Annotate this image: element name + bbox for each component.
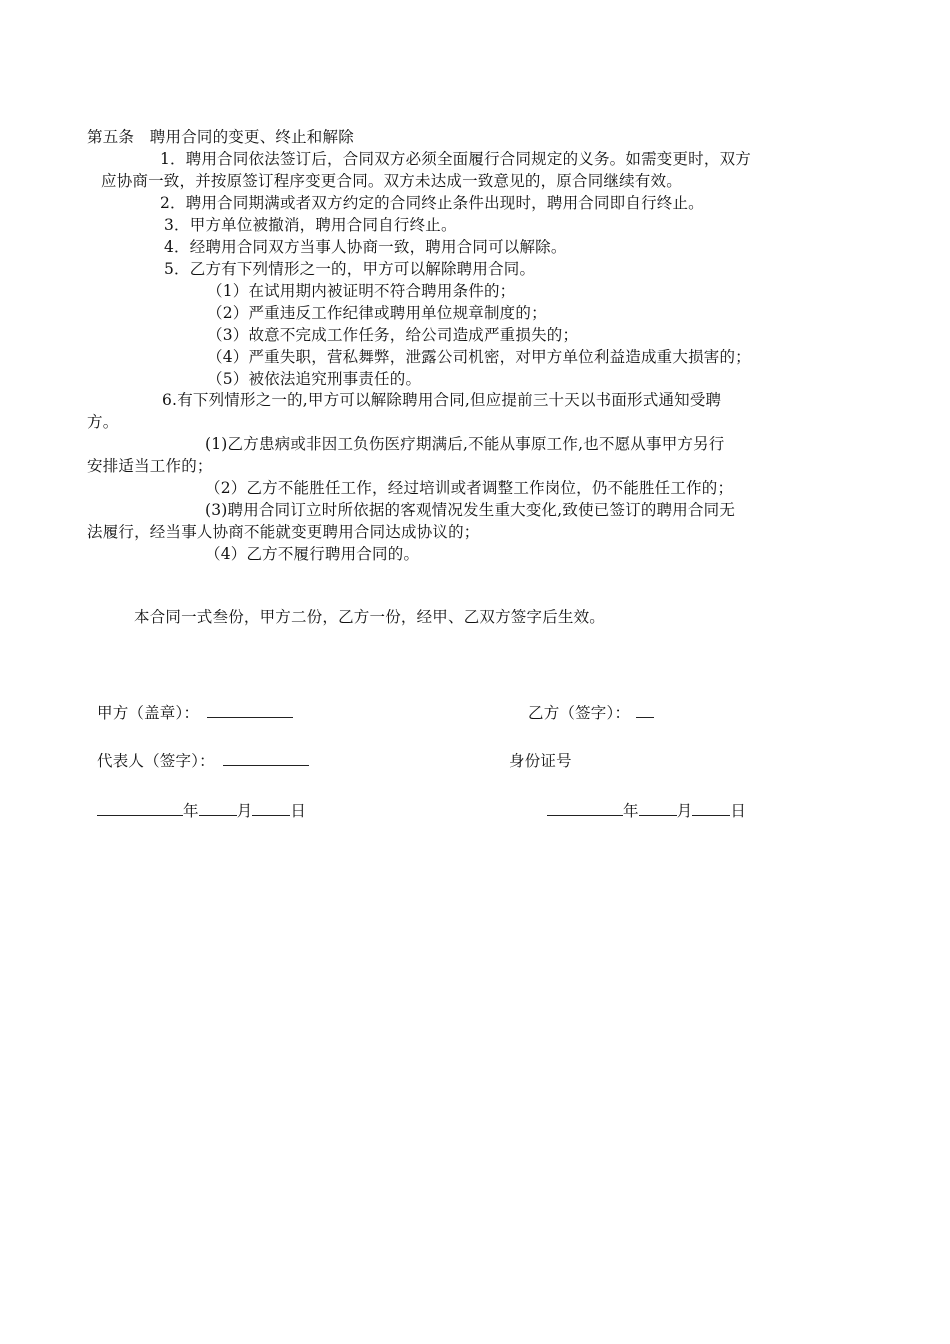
party-b-label: 乙方（签字）：: [528, 704, 631, 722]
party-a-date-row: [97, 801, 306, 821]
representative-label: 代表人（签字）：: [97, 752, 215, 770]
party-a-month-field[interactable]: [199, 801, 237, 816]
clause-6-item-2: （2）乙方不能胜任工作，经过培训或者调整工作岗位，仍不能胜任工作的；: [205, 479, 734, 497]
party-a-year-field[interactable]: [97, 801, 183, 816]
year-label: 年: [623, 802, 639, 820]
clause-6-item-1-line-1: (1)乙方患病或非因工负伤医疗期满后,不能从事原工作,也不愿从事甲方另行: [205, 435, 725, 453]
clause-6-line-1: 6.有下列情形之一的,甲方可以解除聘用合同,但应提前三十天以书面形式通知受聘: [162, 391, 722, 409]
clause-5: 5．乙方有下列情形之一的，甲方可以解除聘用合同。: [164, 260, 536, 278]
representative-signature-field[interactable]: [223, 751, 309, 766]
clause-6-line-2: 方。: [87, 413, 119, 431]
clause-1-line-1: 1．聘用合同依法签订后，合同双方必须全面履行合同规定的义务。如需变更时，双方: [160, 150, 751, 168]
clause-4: 4．经聘用合同双方当事人协商一致，聘用合同可以解除。: [164, 238, 567, 256]
month-label: 月: [236, 802, 253, 820]
clause-5-item-4: （4）严重失职，营私舞弊，泄露公司机密，对甲方单位利益造成重大损害的；: [207, 348, 751, 366]
party-a-label: 甲方（盖章）：: [97, 704, 200, 722]
clause-5-item-3: （3）故意不完成工作任务，给公司造成严重损失的；: [207, 326, 579, 344]
clause-6-item-3-line-1: (3)聘用合同订立时所依据的客观情况发生重大变化,致使已签订的聘用合同无: [205, 501, 736, 519]
clause-5-item-2: （2）严重违反工作纪律或聘用单位规章制度的；: [207, 304, 547, 322]
party-b-year-field[interactable]: [547, 801, 623, 816]
party-a-seal-field[interactable]: [207, 703, 293, 718]
clause-6-item-4: （4）乙方不履行聘用合同的。: [205, 545, 420, 563]
id-number-label: 身份证号: [509, 752, 572, 770]
party-b-signature-field[interactable]: [636, 703, 654, 718]
clause-5-item-5: （5）被依法追究刑事责任的。: [207, 370, 422, 388]
clause-5-item-1: （1）在试用期内被证明不符合聘用条件的；: [207, 282, 516, 300]
clause-6-item-3-line-2: 法履行，经当事人协商不能就变更聘用合同达成协议的；: [87, 523, 480, 541]
day-label: 日: [290, 802, 307, 820]
party-b-month-field[interactable]: [639, 801, 677, 816]
clause-2: 2．聘用合同期满或者双方约定的合同终止条件出现时，聘用合同即自行终止。: [160, 194, 704, 212]
clause-6-item-1-line-2: 安排适当工作的；: [87, 457, 213, 475]
closing-statement: 本合同一式叁份，甲方二份，乙方一份，经甲、乙双方签字后生效。: [134, 608, 606, 626]
party-b-date-row: [547, 801, 746, 821]
year-label: 年: [183, 802, 199, 820]
clause-1-line-2: 应协商一致，并按原签订程序变更合同。双方未达成一致意见的，原合同继续有效。: [101, 172, 682, 190]
article-heading: 第五条 聘用合同的变更、终止和解除: [87, 128, 354, 146]
party-b-day-field[interactable]: [692, 801, 730, 816]
party-b-signature-row: [528, 703, 654, 723]
representative-signature-row: [97, 751, 309, 771]
party-a-day-field[interactable]: [252, 801, 290, 816]
month-label: 月: [676, 802, 693, 820]
day-label: 日: [730, 802, 747, 820]
clause-3: 3．甲方单位被撤消，聘用合同自行终止。: [164, 216, 457, 234]
party-a-signature-row: [97, 703, 293, 723]
